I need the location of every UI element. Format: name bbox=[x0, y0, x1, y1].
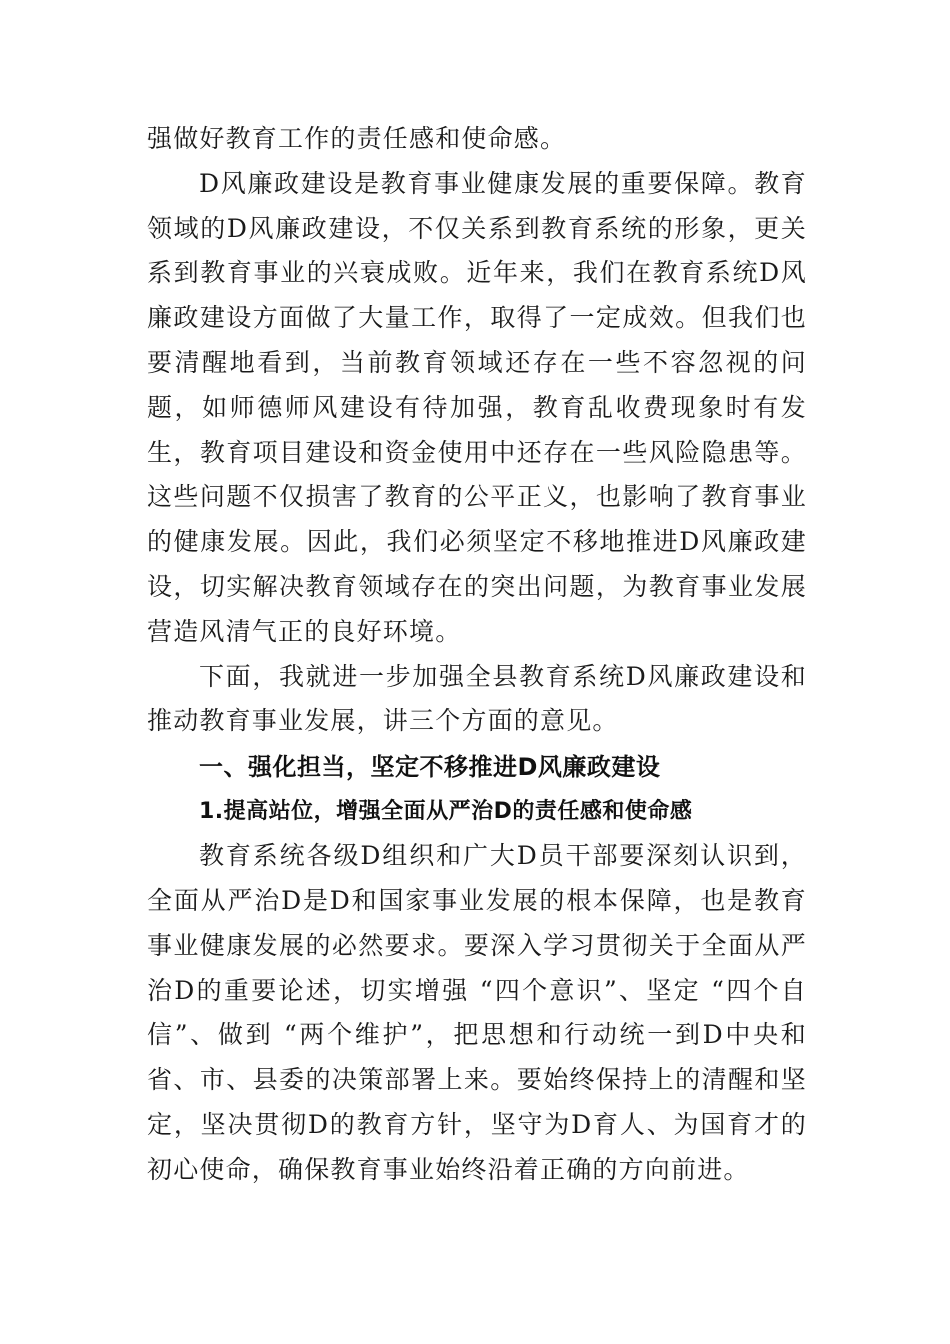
paragraph-integrity-importance: D风廉政建设是教育事业健康发展的重要保障。教育领域的D风廉政建设，不仅关系到教育系统的形象，更关系到教育事业的兴衰成败。近年来，我们在教育系统D风廉政建设方面做了大量工作，取得了一定成效。但我们也要清醒地看到，当前教育领域还存在一些不容忽视的问题，如师德师风建设有待加强，教育乱收费现象时有发生，教育项目建设和资金使用中还存在一些风险隐患等。这些问题不仅损害了教育的公平正义，也影响了教育事业的健康发展。因此，我们必须坚定不移地推进D风廉政建设，切实解决教育领域存在的突出问题，为教育事业发展营造风清气正的良好环境。 bbox=[147, 168, 807, 646]
paragraph-continuation: 强做好教育工作的责任感和使命感。 bbox=[147, 124, 567, 153]
paragraph-intro-three-aspects: 下面，我就进一步加强全县教育系统D风廉政建设和推动教育事业发展，讲三个方面的意见。 bbox=[147, 661, 807, 736]
paragraph-strict-governance: 教育系统各级D组织和广大D员干部要深刻认识到，全面从严治D是D和国家事业发展的根本保障，也是教育事业健康发展的必然要求。要深入学习贯彻关于全面从严治D的重要论述，切实增强 “四个意识”、坚定 “四个自信”、做到 “两个维护”，把思想和行动统一到D中央和省、市、县委的决策部署上来。要始终保持上的清醒和坚定，坚决贯彻D的教育方针，坚守为D育人、为国育才的初心使命，确保教育事业始终沿着正确的方向前进。 bbox=[147, 841, 807, 1184]
section-heading-1: 一、强化担当，坚定不移推进D风廉政建设 bbox=[199, 753, 661, 782]
subsection-heading-1-1: 1.提高站位，增强全面从严治D的责任感和使命感 bbox=[199, 799, 693, 825]
document-body bbox=[147, 117, 807, 1193]
